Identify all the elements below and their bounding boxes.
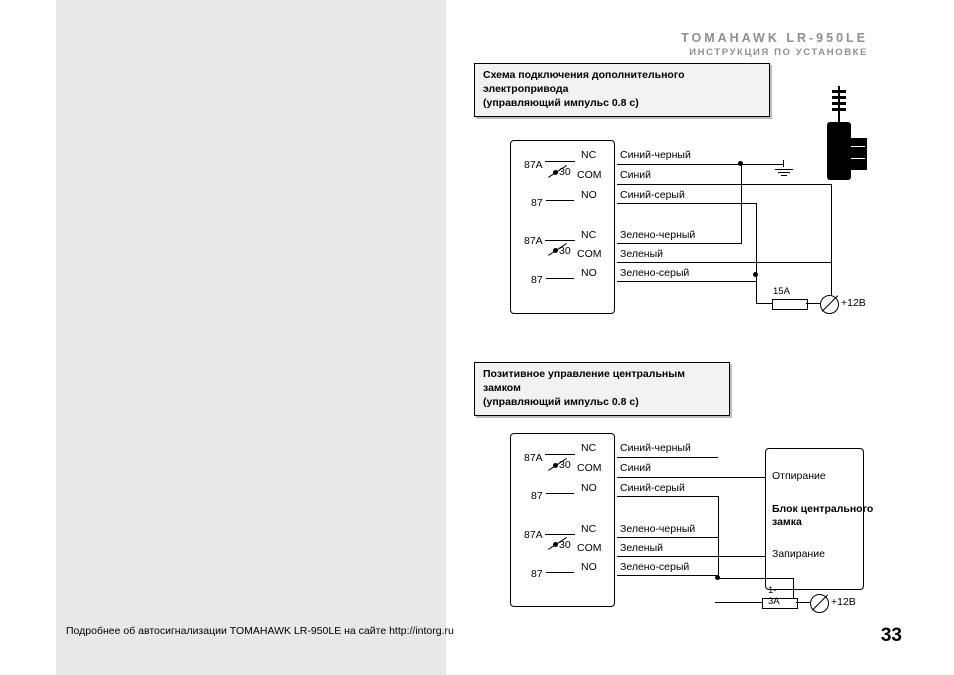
relay-1b-pin-87: 87 [531,274,543,286]
relay-1a-contact-no: NO [581,189,597,201]
central-lock-unlock-label: Отпирание [772,470,826,482]
relay-2b-pin-30: 30 [559,539,571,551]
header-subtitle: ИНСТРУКЦИЯ ПО УСТАНОВКЕ [689,46,868,58]
relay-1a-pin-30: 30 [559,166,571,178]
junction-dot-1b [753,272,758,277]
wire-1-nc-bus [741,164,742,244]
header-model: TOMAHAWK LR-950LE [681,31,868,45]
supply-symbol-1 [820,295,839,314]
relay-1a-pin-87a: 87A [524,159,543,171]
relay-1b-no-line [546,278,574,279]
relay-2a-contact-nc: NC [581,442,597,454]
relay-2a-wire-no: Синий-серый [620,482,685,494]
relay-1b-pin-30: 30 [559,245,571,257]
ground-symbol-1 [775,158,793,176]
relay-1b-wire-no-line [617,281,756,282]
relay-2b-wire-nc: Зелено-черный [620,523,696,535]
relay-1b-wire-com-line [617,262,831,263]
relay-2b-nc-line [545,534,575,535]
fuse-1-label: 15A [773,286,790,297]
relay-2a-wire-com: Синий [620,462,651,474]
relay-2a-wire-nc: Синий-черный [620,442,691,454]
wire-1-no-bus [756,203,757,303]
supply-2-label: +12В [831,596,856,608]
wire-2-lock-line [718,556,765,557]
relay-1b-pin-87a: 87A [524,235,543,247]
relay-2b-pin-87: 87 [531,568,543,580]
relay-2b-contact-no: NO [581,561,597,573]
section-1-title [474,63,770,117]
wire-2-bottom [718,578,793,579]
central-lock-lock-label: Запирание [772,548,825,560]
relay-1a-wire-nc: Синий-черный [620,149,691,161]
relay-2b-wire-no-line [617,575,718,576]
relay-1b-wire-nc-line [617,243,741,244]
relay-1b-contact-no: NO [581,267,597,279]
supply-1-label: +12В [841,297,866,309]
relay-2b-pin-87a: 87A [524,529,543,541]
relay-2a-contact-com: COM [577,462,602,474]
relay-2a-pin-30: 30 [559,459,571,471]
wire-2-no-bus [718,496,719,578]
left-grey-panel [56,0,446,675]
relay-1a-wire-no-line [617,203,756,204]
relay-2b-contact-com: COM [577,542,602,554]
relay-2a-no-line [546,493,574,494]
relay-2b-wire-no: Зелено-серый [620,561,690,573]
section-2-title-line2: (управляющий импульс 0.8 с) [483,396,639,409]
section-1-title-line2: (управляющий импульс 0.8 с) [483,97,639,110]
wire-2-unlock-line [718,477,765,478]
supply-symbol-2 [810,594,829,613]
footer-note: Подробнее об автосигнализации TOMAHAWK LR-950LE на сайте http://intorg.ru [66,625,454,637]
relay-2a-pin-87a: 87A [524,452,543,464]
relay-1b-wire-com: Зеленый [620,248,664,260]
document-header [681,30,868,60]
relay-1a-no-line [546,200,574,201]
relay-2b-wire-com: Зеленый [620,542,664,554]
relay-2a-wire-no-line [617,496,718,497]
relay-1a-wire-no: Синий-серый [620,189,685,201]
section-2-title-line1: Позитивное управление центральным замком [483,368,685,395]
relay-2b-wire-nc-line [617,537,718,538]
section-1-title-line1: Схема подключения дополнительного электропривода [483,69,685,96]
relay-1b-wire-nc: Зелено-черный [620,229,696,241]
junction-dot-2b [715,575,720,580]
page-number: 33 [880,625,902,646]
wire-1-com-bus [831,184,832,303]
relay-1a-contact-nc: NC [581,149,597,161]
section-2-title [474,362,730,416]
relay-1a-nc-line [545,161,575,162]
relay-1b-wire-no: Зелено-серый [620,267,690,279]
relay-2a-contact-no: NO [581,482,597,494]
relay-1a-pin-87: 87 [531,197,543,209]
relay-1b-contact-nc: NC [581,229,597,241]
relay-1a-contact-com: COM [577,169,602,181]
relay-2a-nc-line [545,454,575,455]
central-lock-title-line1: Блок центрального [772,503,874,515]
relay-1a-wire-com: Синий [620,169,651,181]
central-lock-title-line2: замка [772,516,802,528]
relay-1b-contact-com: COM [577,248,602,260]
fuse-2-label: 1-3A [768,585,780,607]
relay-1a-wire-nc-line [617,164,741,165]
relay-2b-contact-nc: NC [581,523,597,535]
relay-1a-wire-com-line [617,184,831,185]
relay-2a-pin-87: 87 [531,490,543,502]
fuse-1 [772,299,808,310]
relay-1b-nc-line [545,240,575,241]
relay-2a-wire-nc-line [617,457,718,458]
relay-2b-no-line [546,572,574,573]
